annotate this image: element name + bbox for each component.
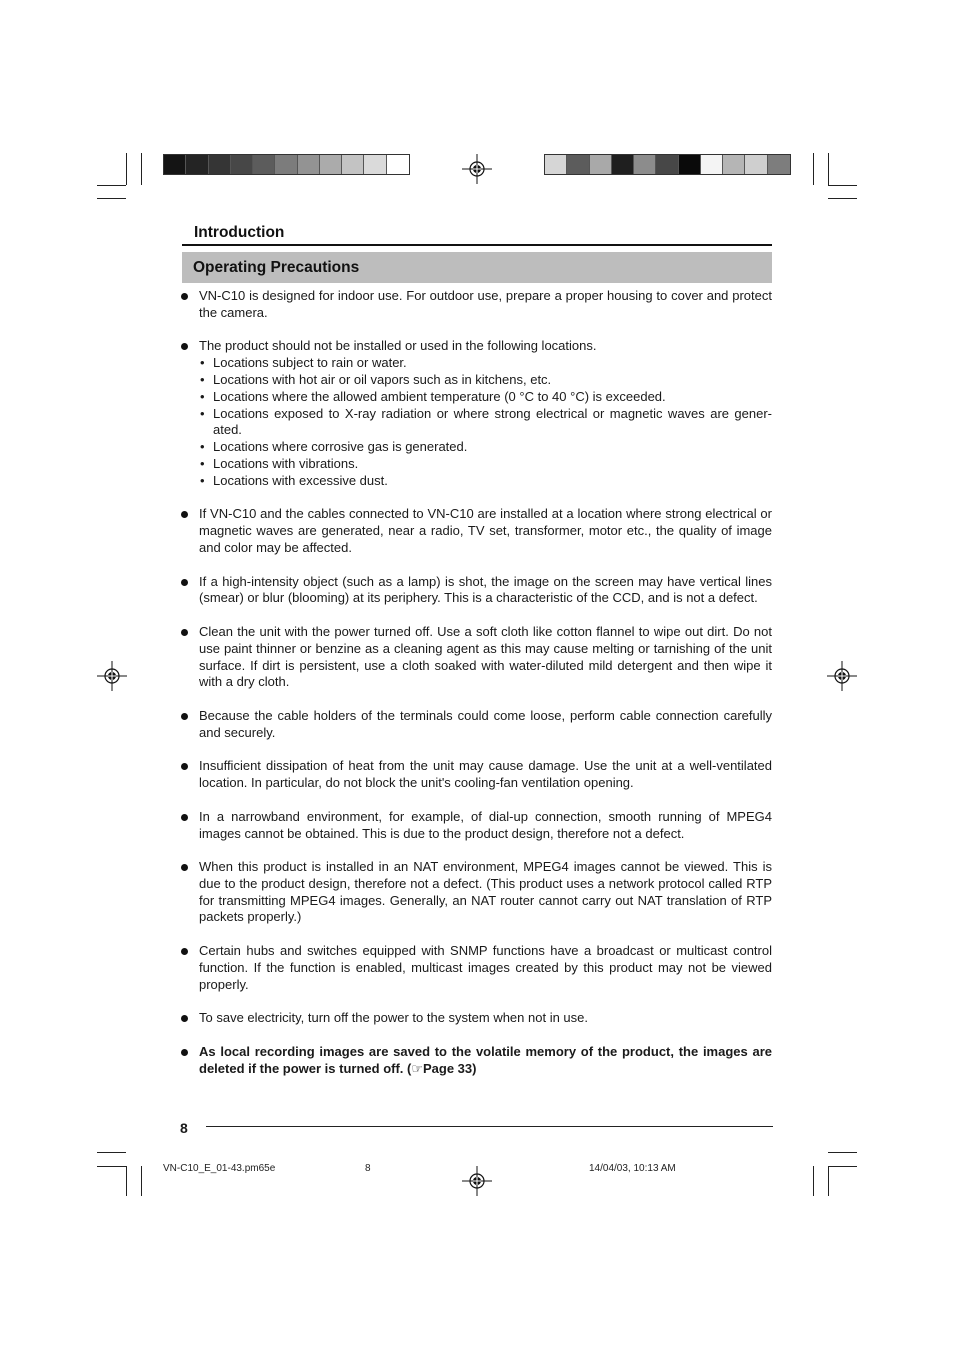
slug-filename: VN-C10_E_01-43.pm65e [163, 1163, 276, 1174]
item-text: To save electricity, turn off the power to the system when not in use. [199, 1010, 588, 1026]
item-text: Certain hubs and switches equipped with SNMP functions have a broadcast or multicast control function. If the function is enabled, multicast images created by this product may not be viewed properly. [199, 943, 772, 992]
slug-page: 8 [365, 1163, 371, 1174]
sub-list-item: • Locations with excessive dust. [199, 473, 772, 490]
page-number: 8 [180, 1120, 188, 1136]
list-item [180, 708, 772, 742]
gray-swatch [768, 155, 790, 174]
gray-swatch [590, 155, 612, 174]
crop-mark [126, 1166, 127, 1196]
crop-mark [126, 153, 127, 185]
gray-swatch [298, 155, 320, 174]
gray-swatch [275, 155, 297, 174]
item-text-bold-warning: As local recording images are saved to the volatile memory of the product, the images are deleted if the power is turned off. (☞Page 33) [199, 1043, 772, 1076]
gray-swatch [701, 155, 723, 174]
item-text: Clean the unit with the power turned off. Use a soft cloth like cotton flannel to wipe out dirt. Do not use paint thinner or benzine as a cleaning agent as this may cause melting or tarnishing of the unit surface. If dirt is persistent, use a cloth soaked with water-diluted mild detergent and then wipe it with a dry cloth. [199, 623, 772, 690]
crop-mark [141, 1166, 142, 1196]
list-item [180, 1044, 772, 1078]
gray-swatch [656, 155, 678, 174]
sub-list-item: • Locations subject to rain or water. [199, 355, 772, 372]
crop-mark [141, 153, 142, 185]
list-item [180, 624, 772, 691]
sub-list-item: • Locations with vibrations. [199, 456, 772, 473]
list-item [180, 1010, 772, 1027]
gray-swatch [342, 155, 364, 174]
crop-mark [828, 1166, 857, 1167]
list-item [180, 574, 772, 608]
gray-swatch [567, 155, 589, 174]
item-text: The product should not be installed or used in the following locations. [199, 338, 597, 354]
gray-swatch [723, 155, 745, 174]
list-item [180, 506, 772, 556]
crop-mark [97, 198, 126, 199]
gray-swatch [745, 155, 767, 174]
footer-divider [206, 1126, 773, 1127]
list-item [180, 338, 772, 489]
sub-list-item: • Locations with hot air or oil vapors such as in kitchens, etc. [199, 372, 772, 389]
item-text: In a narrowband environment, for example, of dial-up connection, smooth running of MPEG4 images cannot be obtained. This is due to the product design, therefore not a defect. [199, 808, 772, 841]
crop-mark [813, 153, 814, 185]
crop-mark [828, 1152, 857, 1153]
gray-swatch [253, 155, 275, 174]
location-sublist [199, 355, 772, 489]
sub-list-item: • Locations where corrosive gas is generated. [199, 439, 772, 456]
section-title: Introduction [194, 224, 285, 241]
item-text: When this product is installed in an NAT environment, MPEG4 images cannot be viewed. This is due to the product design, therefore not a defect. (This product uses a network protocol called RTP for transmitting MPEG4 images. Generally, an NAT router cannot carry out NAT translation of RTP packets properly.) [199, 859, 772, 925]
grayscale-bar-left [163, 154, 410, 175]
gray-swatch [545, 155, 567, 174]
list-item [180, 809, 772, 843]
crop-mark [828, 1166, 829, 1196]
slug-date: 14/04/03, 10:13 AM [589, 1163, 676, 1174]
crop-mark [97, 185, 126, 186]
item-text: Because the cable holders of the terminals could come loose, perform cable connection carefully and securely. [199, 707, 772, 740]
gray-swatch [231, 155, 253, 174]
crop-mark [828, 153, 829, 185]
section-banner: Operating Precautions [182, 252, 772, 283]
crop-mark [828, 185, 857, 186]
list-item [180, 288, 772, 322]
list-item [180, 758, 772, 792]
gray-swatch [186, 155, 208, 174]
registration-mark-icon [827, 661, 857, 691]
registration-mark-icon [97, 661, 127, 691]
gray-swatch [679, 155, 701, 174]
registration-mark-icon [462, 1166, 492, 1196]
gray-swatch [612, 155, 634, 174]
crop-mark [97, 1166, 126, 1167]
gray-swatch [387, 155, 409, 174]
item-text: VN-C10 is designed for indoor use. For outdoor use, prepare a proper housing to cover and protect the camera. [199, 288, 772, 320]
item-text: If a high-intensity object (such as a lamp) is shot, the image on the screen may have vertical lines (smear) or blur (blooming) at its periphery. This is a characteristic of the CCD, and is not a defect. [199, 573, 772, 606]
grayscale-bar-right [544, 154, 791, 175]
crop-mark [828, 198, 857, 199]
crop-mark [813, 1166, 814, 1196]
gray-swatch [209, 155, 231, 174]
item-text: Insufficient dissipation of heat from the unit may cause damage. Use the unit at a well-ventilated location. In particular, do not block the unit's cooling-fan ventilation opening. [199, 758, 772, 791]
sub-list-item: • Locations where the allowed ambient temperature (0 °C to 40 °C) is exceeded. [199, 389, 772, 406]
gray-swatch [634, 155, 656, 174]
gray-swatch [164, 155, 186, 174]
registration-mark-icon [462, 154, 492, 184]
crop-mark [97, 1152, 126, 1153]
list-item [180, 943, 772, 993]
gray-swatch [320, 155, 342, 174]
gray-swatch [364, 155, 386, 174]
item-text: If VN-C10 and the cables connected to VN-C10 are installed at a location where strong electrical or magnetic waves are generated, near a radio, TV set, transformer, motor etc., the quality of image and color may be affected. [199, 506, 772, 555]
section-divider [182, 244, 772, 246]
list-item [180, 859, 772, 926]
precautions-list [180, 288, 772, 1094]
sub-list-item: • Locations exposed to X-ray radiation or where strong electrical or magnetic waves are gener-ated. [199, 406, 772, 440]
